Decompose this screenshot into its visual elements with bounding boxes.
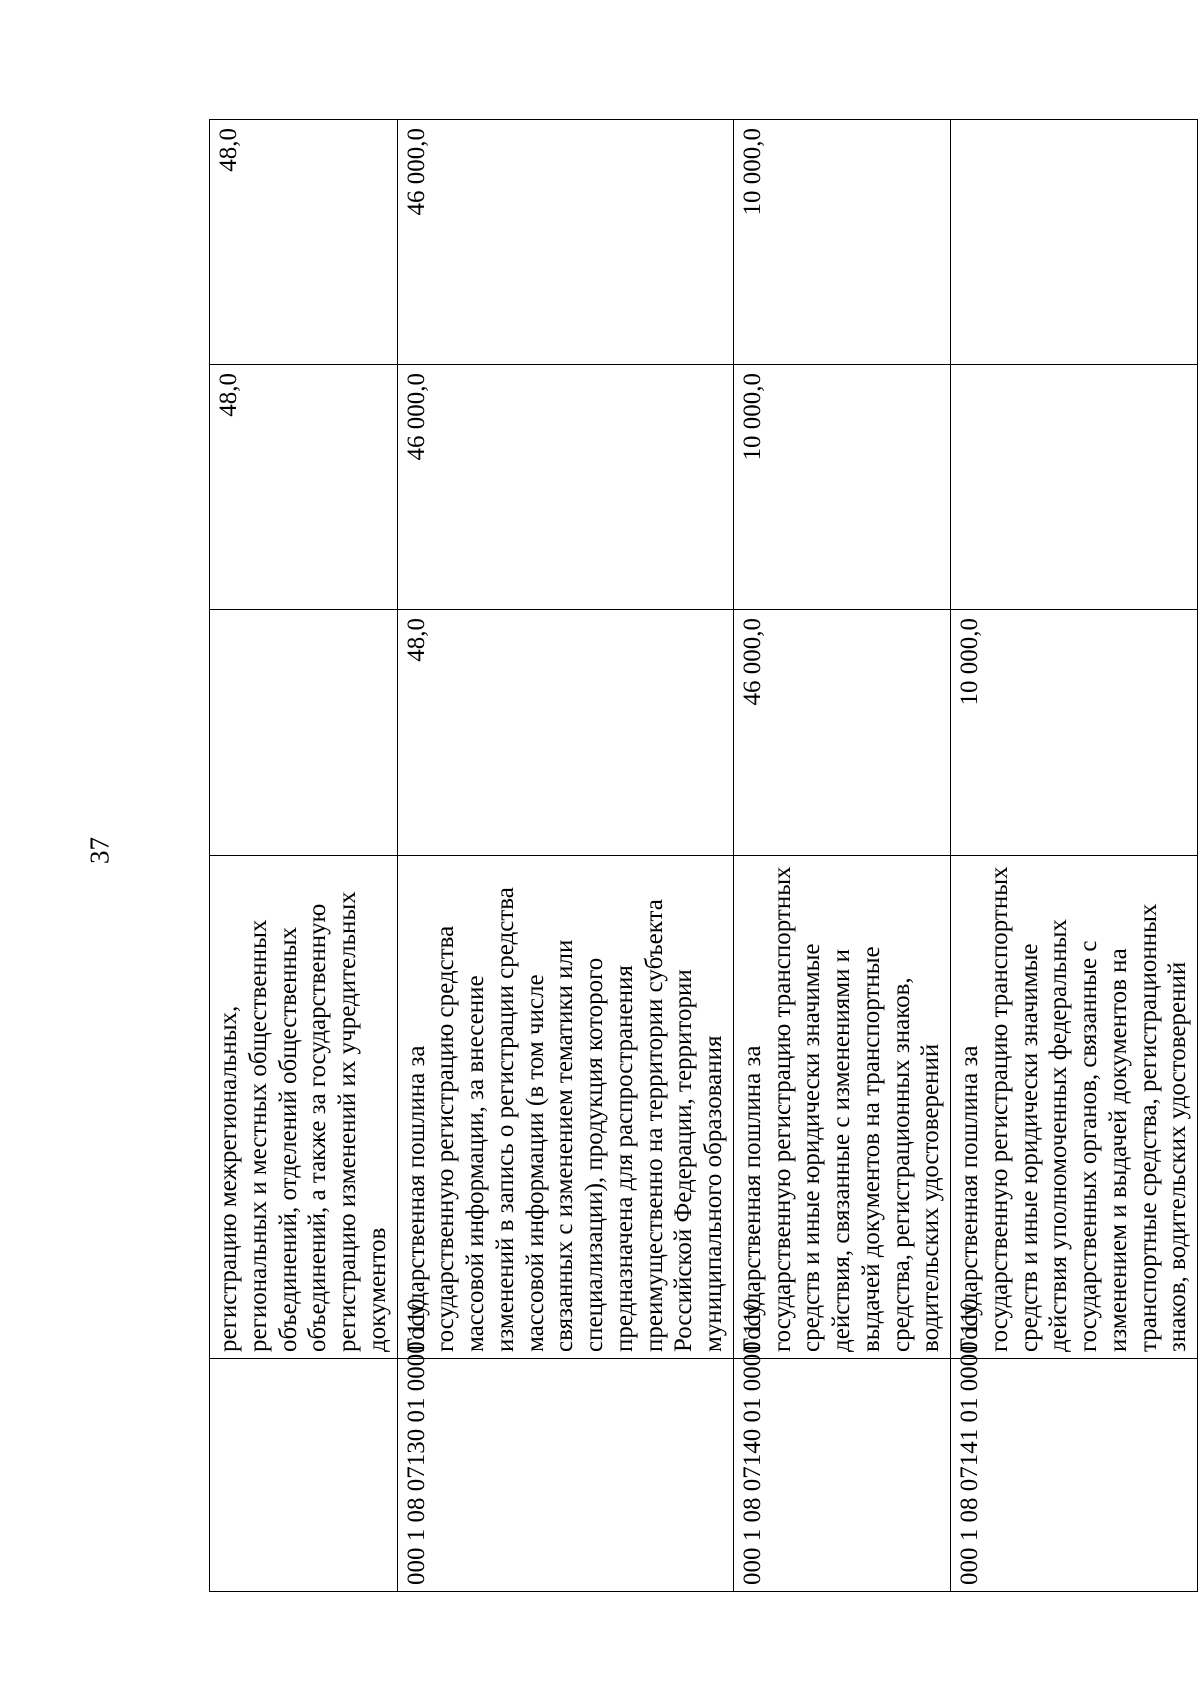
- description-cell: Государственная пошлина за государственную регистрацию транспортных средств и иные юридически значимые действия уполномоченных федеральных государственных органов, связанные с изменением и выдачей документов на транспортные средства, регистрационных знаков, водительских удостоверений: [951, 856, 1198, 1359]
- value-cell: 48,0: [210, 365, 398, 610]
- code-cell: [210, 1359, 398, 1592]
- value-cell: 46 000,0: [397, 120, 733, 365]
- table-row: [733, 120, 950, 1592]
- value-cell: [210, 610, 398, 856]
- rotated-table-frame: [209, 120, 1192, 1592]
- value-cell: 46 000,0: [733, 610, 950, 856]
- value-cell: 48,0: [397, 610, 733, 856]
- value-cell: 48,0: [210, 120, 398, 365]
- value-cell: 10 000,0: [951, 610, 1198, 856]
- code-cell: 000 1 08 07130 01 0000 110: [397, 1359, 733, 1592]
- table-row: [397, 120, 733, 1592]
- value-cell: [951, 365, 1198, 610]
- value-cell: 46 000,0: [397, 365, 733, 610]
- description-cell: Государственная пошлина за государственную регистрацию средства массовой информации, за внесение изменений в запись о регистрации средства массовой информации (в том числе связанных с изменением тематики или специализации), продукция которого предназначена для распространения преимущественно на территории субъекта Российской Федерации, территории муниципального образования: [397, 856, 733, 1359]
- value-cell: 10 000,0: [733, 365, 950, 610]
- table-row: [210, 120, 398, 1592]
- code-cell: 000 1 08 07140 01 0000 110: [733, 1359, 950, 1592]
- code-cell: 000 1 08 07141 01 0000 110: [951, 1359, 1198, 1592]
- value-cell: [951, 120, 1198, 365]
- table-landscape: [209, 120, 1192, 1592]
- page-number: 37: [84, 837, 115, 864]
- table-row: [951, 120, 1198, 1592]
- value-cell: 10 000,0: [733, 120, 950, 365]
- revenue-table: [209, 119, 1198, 1592]
- description-cell: Государственная пошлина за государственную регистрацию транспортных средств и иные юридически значимые действия, связанные с изменениями и выдачей документов на транспортные средства, регистрационных знаков, водительских удостоверений: [733, 856, 950, 1359]
- description-cell: регистрацию межрегиональных, региональных и местных общественных объединений, отделений общественных объединений, а также за государственную регистрацию изменений их учредительных документов: [210, 856, 398, 1359]
